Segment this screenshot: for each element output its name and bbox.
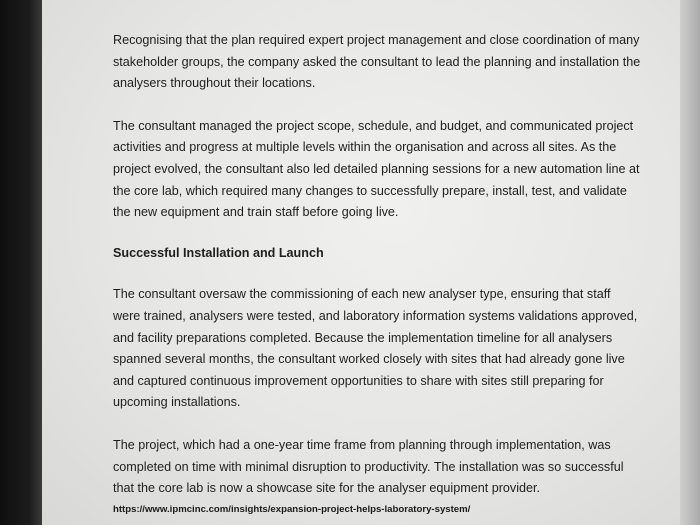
paragraph-intro: Recognising that the plan required expert project management and close coordination of many stakeholder groups, the company asked the consultant to lead the planning and installation the analysers throughout their locations. [113,33,641,91]
source-link[interactable]: https://www.ipmcinc.com/insights/expansion-project-helps-laboratory-system/ [113,503,471,515]
paragraph-project-management: The consultant managed the project scope, schedule, and budget, and communicated project activities and progress at multiple levels within the organisation and across all sites. As the project evolved, the consultant also led detailed planning sessions for a new automation line at the core lab, which required many changes to successfully prepare, install, test, and validate the new equipment and train staff before going live. [113,118,640,220]
paragraph-commissioning: The consultant oversaw the commissioning of each new analyser type, ensuring that staff were trained, analysers were tested, and laboratory information systems validations approved, and facility preparations completed. Because the implementation timeline for all analysers spanned several months, the consultant worked closely with sites that had already gone live and captured continuous improvement opportunities to share with sites still preparing for upcoming installations. [113,287,638,410]
screen [42,0,680,525]
monitor-bezel-right [680,0,700,525]
section-heading: Successful Installation and Launch [113,245,324,260]
article-body [113,30,641,517]
paragraph-outcome: The project, which had a one-year time frame from planning through implementation, was completed on time with minimal disruption to productivity. The installation was so successful that the core lab is now a showcase site for the analyser equipment provider. [113,437,624,496]
monitor-bezel-left [0,0,42,525]
